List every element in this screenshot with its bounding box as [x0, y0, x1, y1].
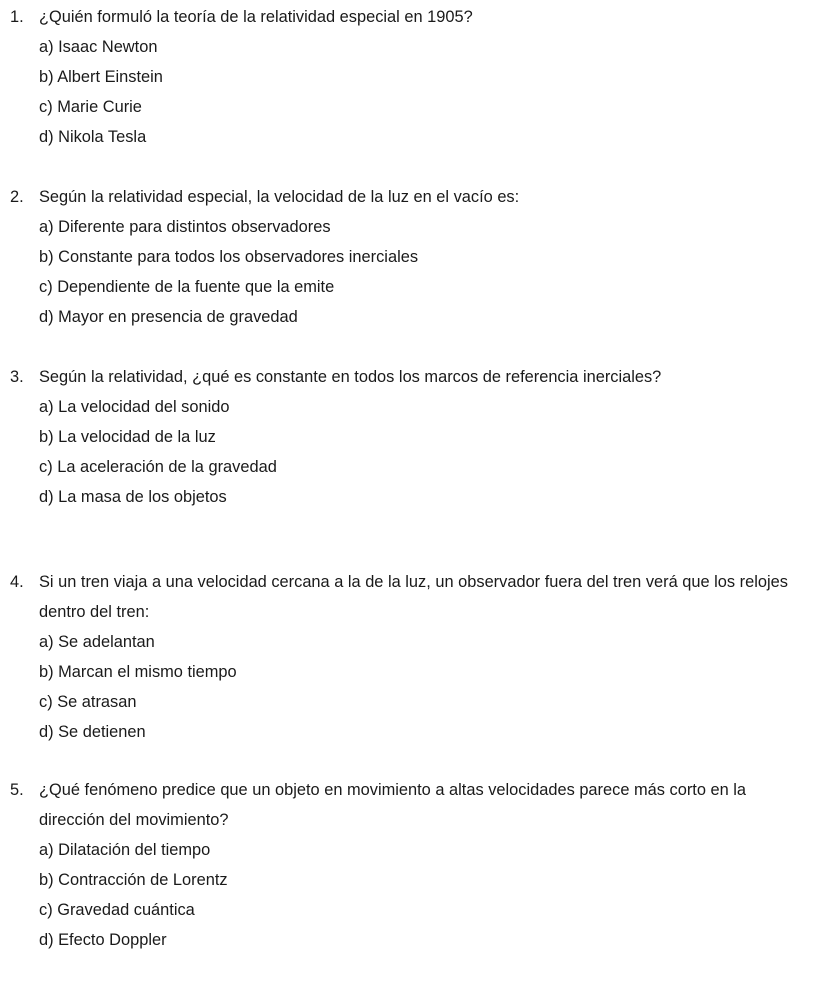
question-5: [0, 775, 820, 955]
question-4-header: [0, 567, 799, 627]
option-b: b) La velocidad de la luz: [39, 428, 216, 446]
option-b: b) Marcan el mismo tiempo: [39, 663, 237, 681]
question-number: 5.: [10, 781, 24, 799]
question-5-header: [0, 775, 799, 835]
option-a: a) Dilatación del tiempo: [39, 841, 211, 859]
question-1: [0, 2, 820, 152]
option-c: c) Gravedad cuántica: [39, 901, 195, 919]
option-b: b) Constante para todos los observadores inerciales: [39, 248, 419, 266]
option-a: a) Se adelantan: [39, 633, 155, 651]
option-a: a) Isaac Newton: [39, 38, 158, 56]
question-text: Según la relatividad especial, la velocidad de la luz en el vacío es:: [39, 188, 520, 206]
question-text: Según la relatividad, ¿qué es constante en todos los marcos de referencia inerciales?: [39, 368, 662, 386]
option-d: d) Efecto Doppler: [39, 931, 167, 949]
question-number: 1.: [10, 8, 24, 26]
question-2: [0, 182, 820, 332]
option-c: c) Se atrasan: [39, 693, 137, 711]
question-text: ¿Qué fenómeno predice que un objeto en movimiento a altas velocidades parece más corto en la dirección del movimiento?: [39, 781, 747, 829]
option-list: [0, 392, 820, 512]
option-list: [0, 835, 820, 955]
question-text: ¿Quién formuló la teoría de la relatividad especial en 1905?: [39, 8, 473, 26]
option-b: b) Contracción de Lorentz: [39, 871, 228, 889]
option-c: c) Dependiente de la fuente que la emite: [39, 278, 335, 296]
option-a: a) Diferente para distintos observadores: [39, 218, 331, 236]
question-number: 3.: [10, 368, 24, 386]
option-d: d) La masa de los objetos: [39, 488, 227, 506]
option-list: [0, 627, 820, 747]
question-2-header: [0, 182, 799, 212]
option-list: [0, 212, 820, 332]
option-d: d) Nikola Tesla: [39, 128, 147, 146]
option-b: b) Albert Einstein: [39, 68, 163, 86]
question-number: 2.: [10, 188, 24, 206]
option-a: a) La velocidad del sonido: [39, 398, 230, 416]
question-1-header: [0, 2, 799, 32]
option-d: d) Mayor en presencia de gravedad: [39, 308, 298, 326]
question-3-header: [0, 362, 799, 392]
question-text: Si un tren viaja a una velocidad cercana a la de la luz, un observador fuera del tren verá que los relojes dentro del tren:: [39, 573, 788, 621]
option-list: [0, 32, 820, 152]
question-3: [0, 362, 820, 512]
question-4: [0, 567, 820, 747]
question-number: 4.: [10, 573, 24, 591]
option-d: d) Se detienen: [39, 723, 146, 741]
option-c: c) La aceleración de la gravedad: [39, 458, 277, 476]
option-c: c) Marie Curie: [39, 98, 142, 116]
